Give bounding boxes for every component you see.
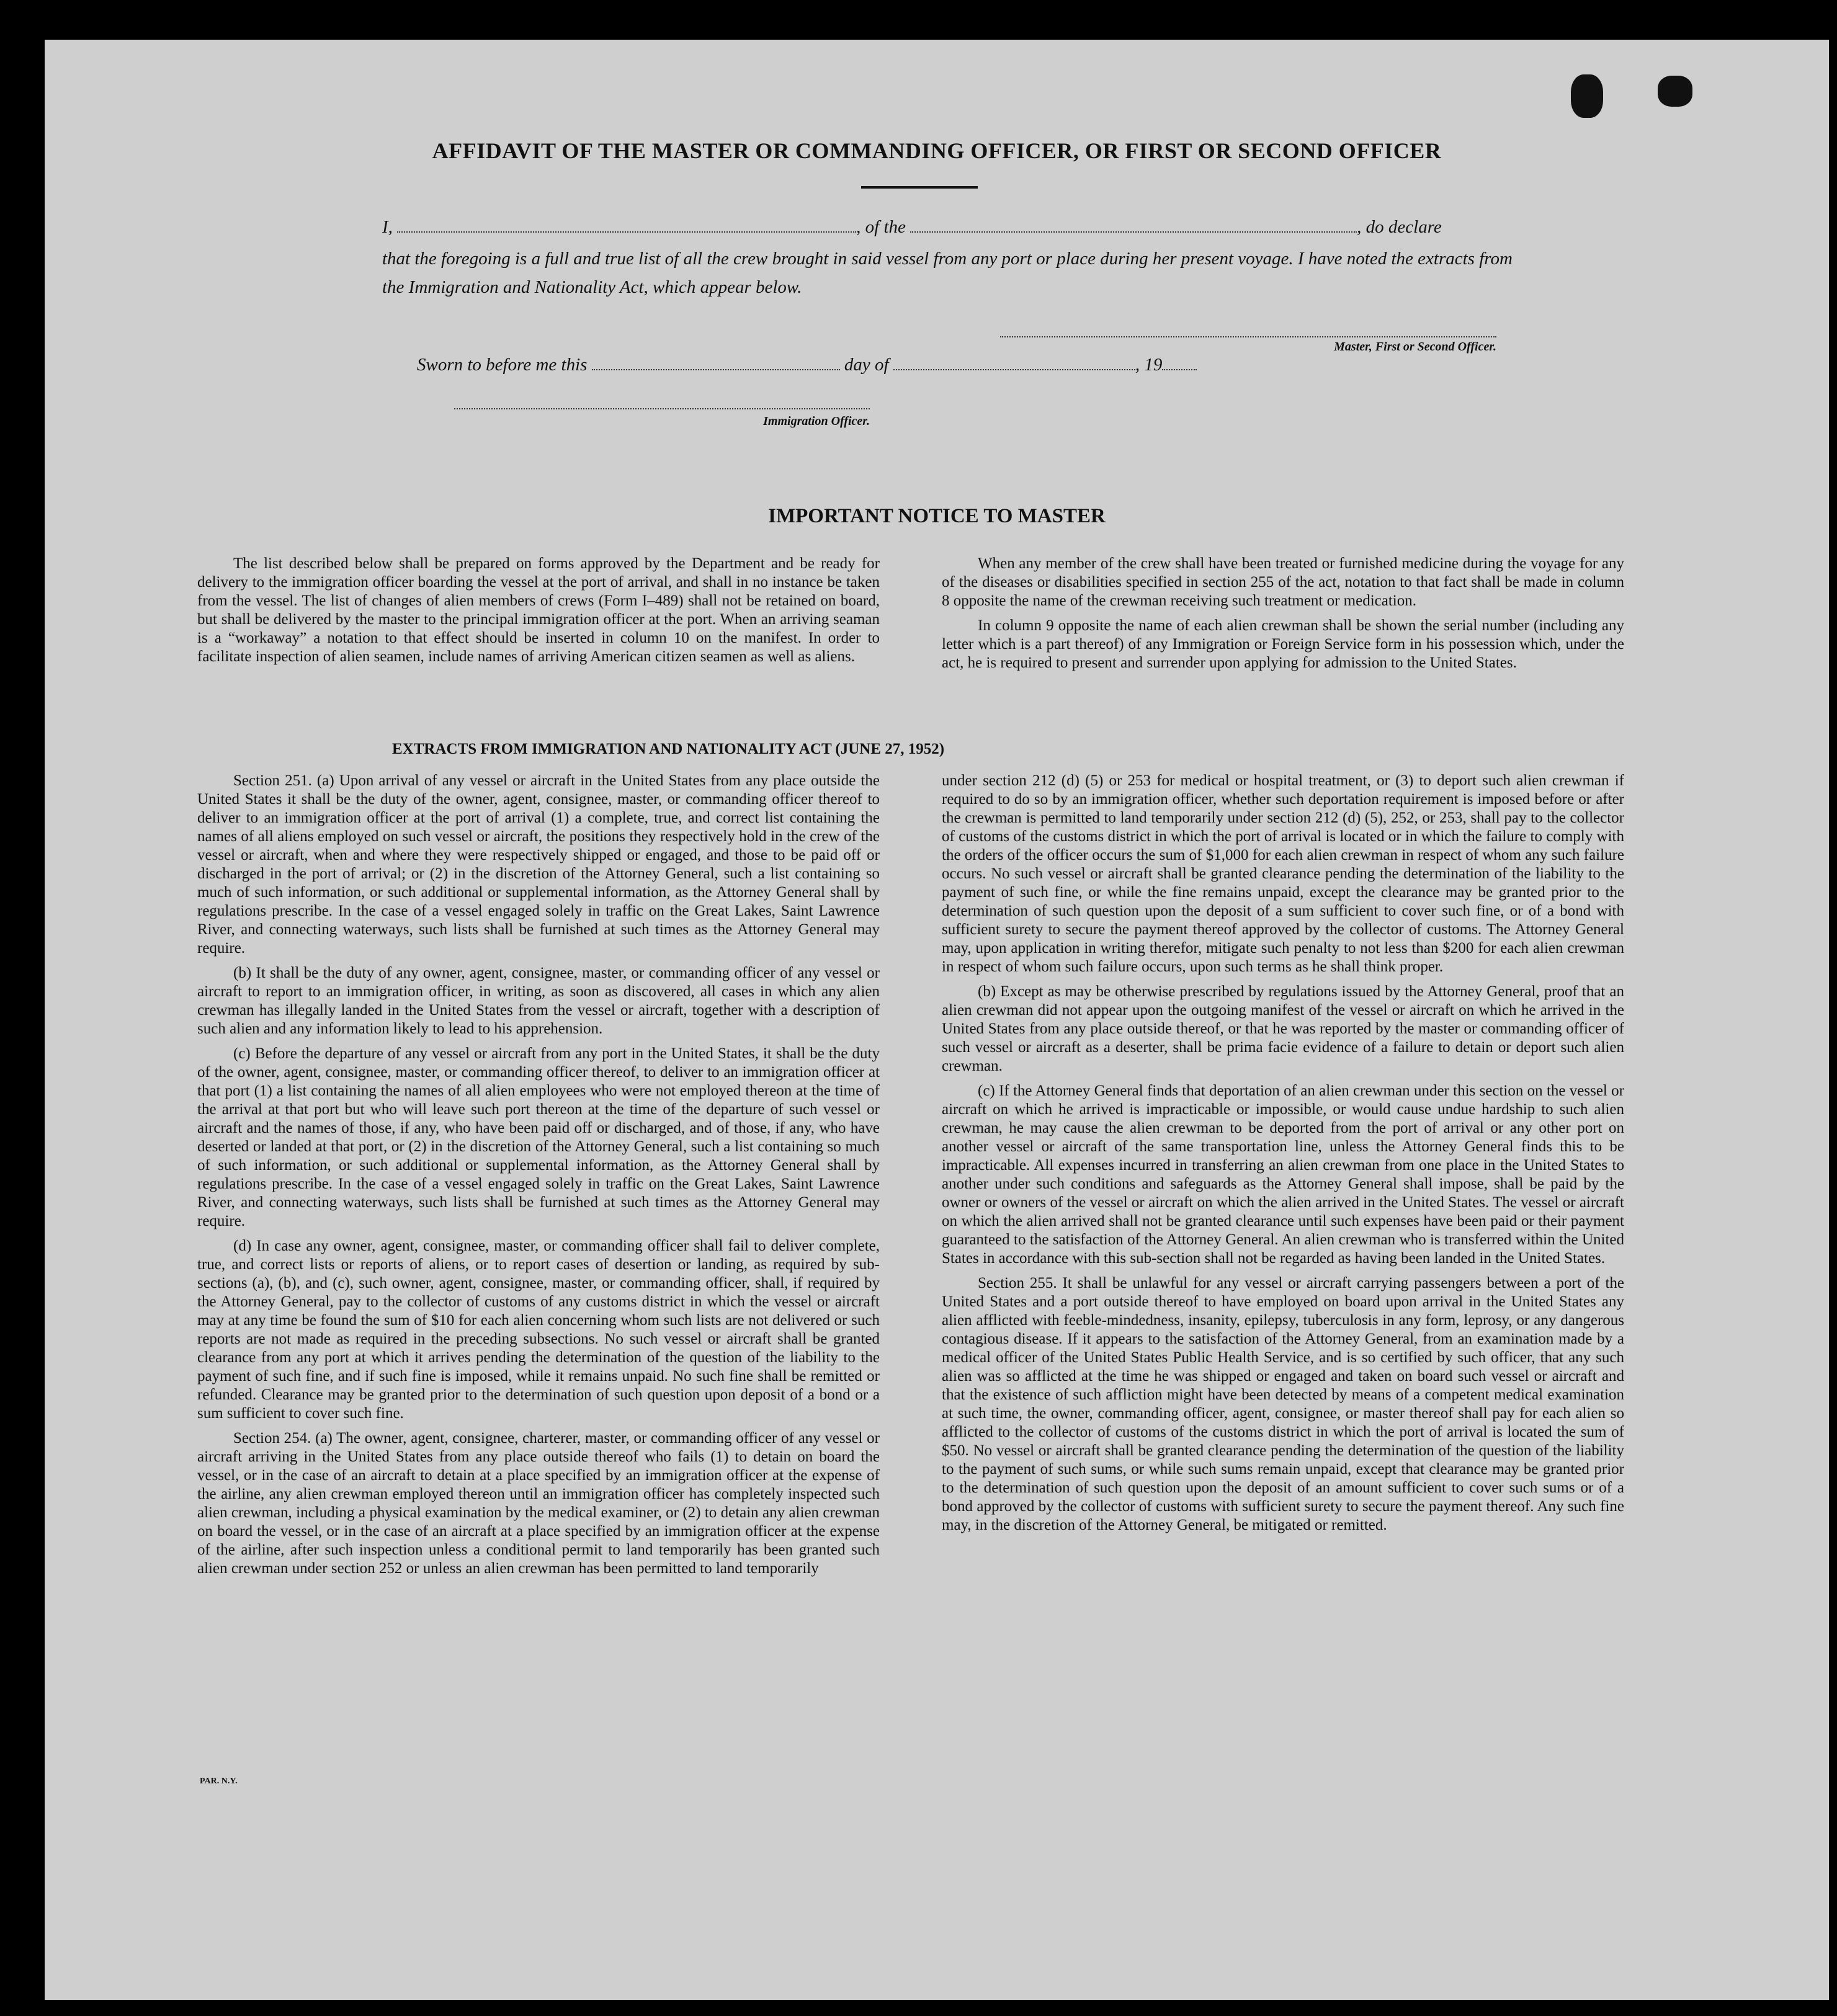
notice-paragraph: The list described below shall be prepared on forms approved by the Department and be ready for delivery to the immigration officer boarding the vessel at the port of arrival, and shall in no instance be taken from the vessel. The list of changes of alien members of crews (Form I–489) shall not be retained on board, but shall be delivered by the master to the principal immigration officer at the port. When an arriving seaman is a “workaway” a notation to that effect should be inserted in column 10 on the manifest. In order to facilitate inspection of alien seamen, include names of arriving American citizen seamen as well as aliens. [197, 555, 880, 665]
title-divider [861, 186, 978, 189]
day-of-label: day of [844, 355, 889, 375]
do-declare-label: , do declare [1357, 217, 1442, 237]
sworn-year-field[interactable] [1162, 364, 1197, 370]
notice-left-column [197, 555, 880, 672]
declarant-prefix: I, [382, 217, 393, 237]
notice-paragraph: In column 9 opposite the name of each alien crewman shall be shown the serial number (including any letter which is a part thereof) of any Immigration or Foreign Service form in his possession which, under the act, he is required to present and surrender upon applying for admission to the United States. [942, 617, 1624, 671]
vessel-name-field[interactable] [910, 226, 1357, 233]
statute-paragraph: (b) Except as may be otherwise prescribed by regulations issued by the Attorney General, proof that an alien crewman did not appear upon the outgoing manifest of the vessel or aircraft on which he arrived in the United States from any place outside thereof, or that he was reported by the master or commanding officer of such vessel or aircraft as a deserter, shall be prima facie evidence of a failure to detain or deport such alien crewman. [942, 983, 1624, 1074]
officer-signature-label: Immigration Officer. [763, 414, 870, 428]
printer-mark: PAR. N.Y. [200, 1777, 238, 1786]
officer-signature-field[interactable] [454, 408, 870, 409]
declaration-line [382, 217, 1524, 238]
sworn-day-field[interactable] [592, 364, 840, 370]
sworn-line [417, 355, 1285, 375]
extracts-right-column [942, 772, 1624, 1541]
sworn-month-field[interactable] [893, 364, 1135, 370]
extracts-title: EXTRACTS FROM IMMIGRATION AND NATIONALITY ACT (JUNE 27, 1952) [392, 741, 945, 757]
statute-paragraph: (b) It shall be the duty of any owner, agent, consignee, master, or commanding officer of any vessel or aircraft to report to an immigration officer, in writing, as soon as discovered, all cases in which any alien crewman has illegally landed in the United States from the vessel or aircraft, together with a description of such alien and any information likely to lead to his apprehension. [197, 965, 880, 1037]
notice-right-column [942, 555, 1624, 679]
master-signature-label: Master, First or Second Officer. [1334, 340, 1496, 354]
of-the-label: , of the [856, 217, 906, 237]
statute-paragraph: Section 254. (a) The owner, agent, consignee, charterer, master, or commanding officer of any vessel or aircraft arriving in the United States from any place outside thereof who fails (1) to detain on board the vessel, or in the case of an aircraft to detain at a place specified by an immigration officer at the expense of the airline, any alien crewman employed thereon until an immigration officer has completely inspected such alien crewman, including a physical examination by the medical examiner, or (2) to detain any alien crewman on board the vessel, or in the case of an aircraft at a place specified by an immigration officer at the expense of the airline, after such inspection unless a conditional permit to land temporarily has been granted such alien crewman under section 252 or unless an alien crewman has been permitted to land temporarily [197, 1430, 880, 1577]
statute-paragraph: (c) Before the departure of any vessel or aircraft from any port in the United States, it shall be the duty of the owner, agent, consignee, master, or commanding officer thereof, to deliver to an immigration officer at that port (1) a list containing the names of all alien employees who were not employed thereon at the time of the arrival at that port but who will leave such port thereon at the time of the departure of such vessel or aircraft and the names of those, if any, who have been paid off or discharged, and of those, if any, who have deserted or landed at that port, or (2) in the discretion of the Attorney General, such a list containing so much of such information, or such additional or supplemental information, as the Attorney General shall by regulations prescribe. In the case of a vessel engaged solely in traffic on the Great Lakes, Saint Lawrence River, and connecting waterways, such lists shall be furnished at such times as the Attorney General may require. [197, 1045, 880, 1229]
statute-paragraph: under section 212 (d) (5) or 253 for medical or hospital treatment, or (3) to deport such alien crewman if required to do so by an immigration officer, whether such deportation requirement is imposed before or after the crewman is permitted to land temporarily under section 212 (d) (5), 252, or 253, shall pay to the collector of customs of the customs district in which the port of arrival is located or in which the failure to comply with the orders of the officer occurs the sum of $1,000 for each alien crewman in respect of whom any such failure occurs. No such vessel or aircraft shall be granted clearance pending the determination of the liability to the payment of such fine, or while the fine remains unpaid, except the clearance may be granted prior to the determination of such question upon the deposit of a sum sufficient to cover such fine, or of a bond with sufficient surety to secure the payment thereof approved by the collector of customs. The Attorney General may, upon application in writing therefor, mitigate such penalty to not less than $200 for each alien crewman in respect of whom such failure occurs, upon such terms as he shall think proper. [942, 772, 1624, 975]
statute-paragraph: (d) In case any owner, agent, consignee, master, or commanding officer shall fail to deliver complete, true, and correct lists or reports of aliens, or to report cases of desertion or landing, as required by sub-sections (a), (b), and (c), such owner, agent, consignee, master, or commanding officer, shall, if required by the Attorney General, pay to the collector of customs of any customs district in which the vessel or aircraft may at any time be found the sum of $10 for each alien concerning whom such lists are not delivered or such reports are not made as required in the preceding subsections. No such vessel or aircraft shall be granted clearance from any port at which it arrives pending the determination of the question of the liability to the payment of such fine, and if such fine is imposed, while it remains unpaid. No such fine shall be remitted or refunded. Clearance may be granted prior to the determination of such question upon deposit of a bond or a sum sufficient to cover such fine. [197, 1238, 880, 1422]
extracts-left-column [197, 772, 880, 1584]
punch-hole-mark [1658, 76, 1692, 107]
affidavit-statement: that the foregoing is a full and true list of all the crew brought in said vessel from any port or place during her present voyage. I have noted the extracts from the Immigration and Nationality Act, which appear below. [382, 249, 1513, 297]
statute-paragraph: Section 251. (a) Upon arrival of any vessel or aircraft in the United States from any place outside the United States it shall be the duty of the owner, agent, consignee, master, or commanding officer thereof to deliver to an immigration officer at the port of arrival (1) a complete, true, and correct list containing the names of all aliens employed on such vessel or aircraft, the positions they respectively hold in the crew of the vessel or aircraft, when and where they were respectively shipped or engaged, and those to be paid off or discharged in the port of arrival; or (2) in the discretion of the Attorney General, such a list containing so much of such information, or such additional or supplemental information, as the Attorney General shall by regulations prescribe. In the case of a vessel engaged solely in traffic on the Great Lakes, Saint Lawrence River, and connecting waterways, such lists shall be furnished at such times as the Attorney General may require. [197, 772, 880, 957]
declarant-name-field[interactable] [397, 226, 856, 233]
year-label: , 19 [1135, 355, 1163, 375]
affidavit-title: AFFIDAVIT OF THE MASTER OR COMMANDING OFFICER, OR FIRST OR SECOND OFFICER [432, 138, 1442, 163]
punch-hole-mark [1571, 74, 1603, 118]
notice-title: IMPORTANT NOTICE TO MASTER [768, 505, 1106, 527]
statute-paragraph: Section 255. It shall be unlawful for any vessel or aircraft carrying passengers between a port of the United States and a port outside thereof to have employed on board upon arrival in the United States any alien afflicted with feeble-mindedness, insanity, epilepsy, tuberculosis in any form, leprosy, or any dangerous contagious disease. If it appears to the satisfaction of the Attorney General, from an examination made by a medical officer of the United States Public Health Service, and is so certified by such officer, that any such alien was so afflicted at the time he was shipped or engaged and taken on board such vessel or aircraft and that the existence of such affliction might have been detected by means of a competent medical examination at such time, the owner, commanding officer, agent, consignee, or master thereof shall pay for each alien so afflicted to the collector of customs of the customs district in which the port of arrival is located the sum of $50. No vessel or aircraft shall be granted clearance pending the determination of the question of the liability to the payment of such sums, or while such sums remain unpaid, except that clearance may be granted prior to the determination of such question upon the deposit of an amount sufficient to cover such sums or of a bond approved by the collector of customs with sufficient surety to secure the payment thereof. Any such fine may, in the discretion of the Attorney General, be mitigated or remitted. [942, 1275, 1624, 1533]
document-sheet [45, 40, 1829, 2000]
statute-paragraph: (c) If the Attorney General finds that deportation of an alien crewman under this section on the vessel or aircraft on which he arrived is impracticable or impossible, or would cause undue hardship to such alien crewman, he may cause the alien crewman to be deported from the port of arrival or any other port on another vessel or aircraft of the same transportation line, unless the Attorney General finds this to be impracticable. All expenses incurred in transferring an alien crewman from one place in the United States to another under such conditions and safeguards as the Attorney General shall impose, shall be paid by the owner or owners of the vessel or aircraft on which the alien arrived in the United States. The vessel or aircraft on which the alien arrived shall not be granted clearance until such expenses have been paid or their payment guaranteed to the satisfaction of the Attorney General. An alien crewman who is transferred within the United States in accordance with this sub-section shall not be regarded as having been landed in the United States. [942, 1082, 1624, 1267]
notice-paragraph: When any member of the crew shall have been treated or furnished medicine during the voyage for any of the diseases or disabilities specified in section 255 of the act, notation to that fact shall be made in column 8 opposite the name of the crewman receiving such treatment or medication. [942, 555, 1624, 609]
sworn-label: Sworn to before me this [417, 355, 588, 375]
master-signature-field[interactable] [1000, 336, 1496, 337]
